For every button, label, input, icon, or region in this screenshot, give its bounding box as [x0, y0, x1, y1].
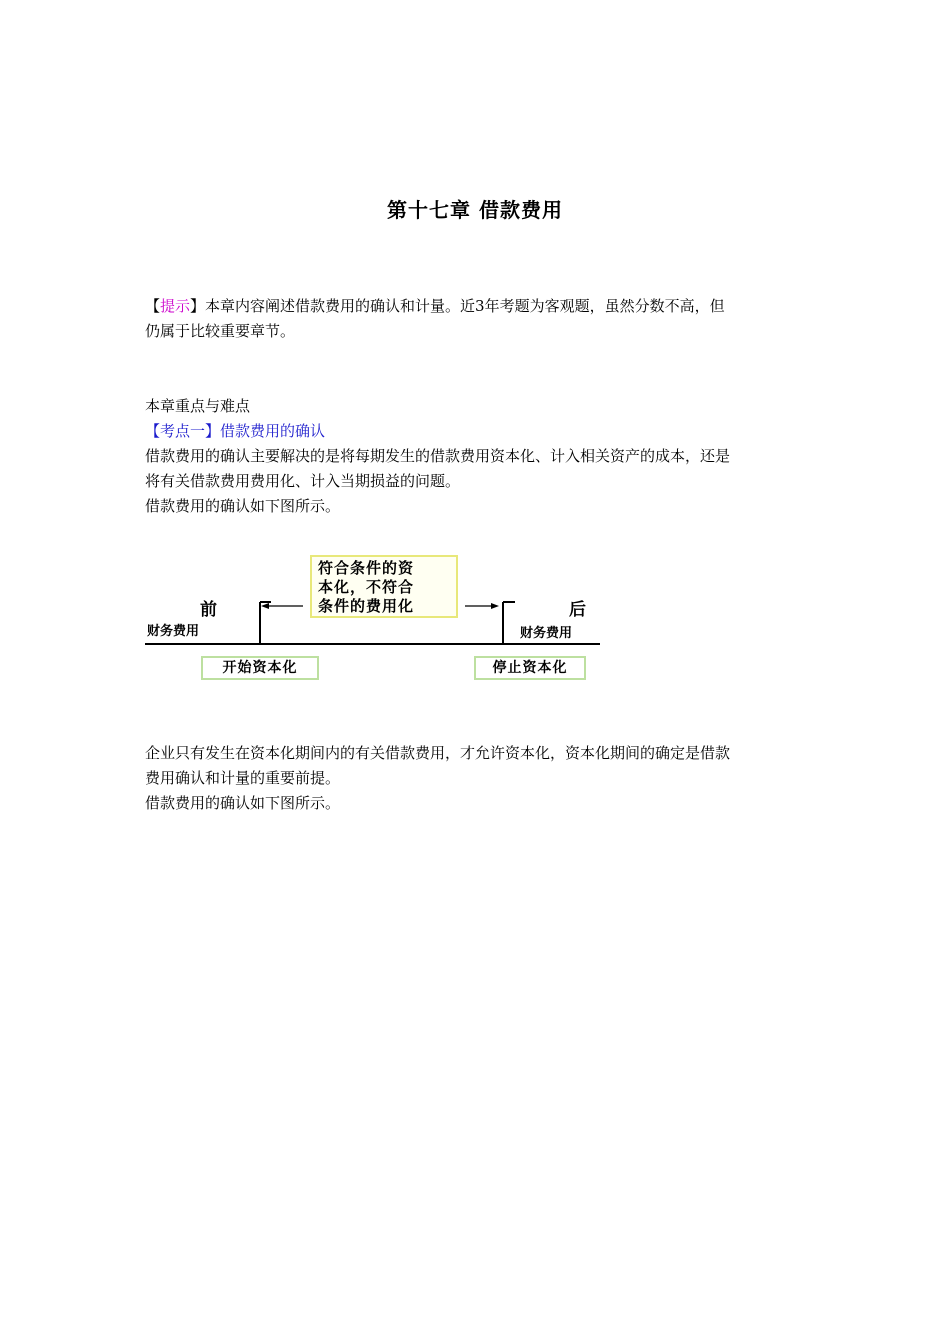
tip-open-bracket: 【	[145, 297, 161, 315]
paragraph-2-line-1: 企业只有发生在资本化期间内的有关借款费用，才允许资本化，资本化期间的确定是借款	[145, 744, 731, 762]
tip-paragraph	[145, 294, 805, 344]
paragraph-1-line-2: 将有关借款费用费用化、计入当期损益的问题。	[145, 472, 461, 490]
section-heading: 本章重点与难点	[145, 397, 251, 415]
figure-caption-2: 借款费用的确认如下图所示。	[145, 794, 341, 812]
tip-line-1	[145, 294, 805, 319]
figure-caption-1: 借款费用的确认如下图所示。	[145, 497, 341, 515]
after-expense-label: 财务费用	[520, 626, 573, 641]
after-label: 后	[569, 600, 586, 620]
section-body-1	[145, 394, 805, 519]
capitalization-diagram	[145, 552, 605, 686]
start-capitalization-box: 开始资本化	[201, 656, 319, 680]
left-arrow-head	[261, 603, 269, 609]
section-body-2	[145, 741, 805, 816]
before-label: 前	[200, 600, 217, 620]
before-expense-label: 财务费用	[147, 624, 200, 639]
rule-line-3: 条件的费用化	[318, 597, 415, 615]
key-point-heading	[145, 419, 805, 444]
right-arrow-head	[491, 603, 499, 609]
key-point-title: 借款费用的确认	[220, 422, 326, 440]
rule-line-2: 本化，不符合	[318, 578, 415, 596]
tip-line-2: 仍属于比较重要章节。	[145, 322, 296, 340]
stop-capitalization-box: 停止资本化	[474, 656, 586, 680]
page-title: 第十七章 借款费用	[387, 198, 563, 222]
paragraph-2-line-2: 费用确认和计量的重要前提。	[145, 769, 341, 787]
rule-line-1: 符合条件的资	[318, 559, 415, 577]
tip-text: 本章内容阐述借款费用的确认和计量。近3年考题为客观题，虽然分数不高，但	[205, 297, 725, 315]
key-point-label: 【考点一】	[145, 422, 221, 440]
paragraph-1-line-1: 借款费用的确认主要解决的是将每期发生的借款费用资本化、计入相关资产的成本，还是	[145, 447, 731, 465]
tip-close-bracket: 】	[190, 297, 206, 315]
tip-label: 提示	[160, 297, 191, 315]
capitalization-rule-box	[310, 555, 458, 618]
